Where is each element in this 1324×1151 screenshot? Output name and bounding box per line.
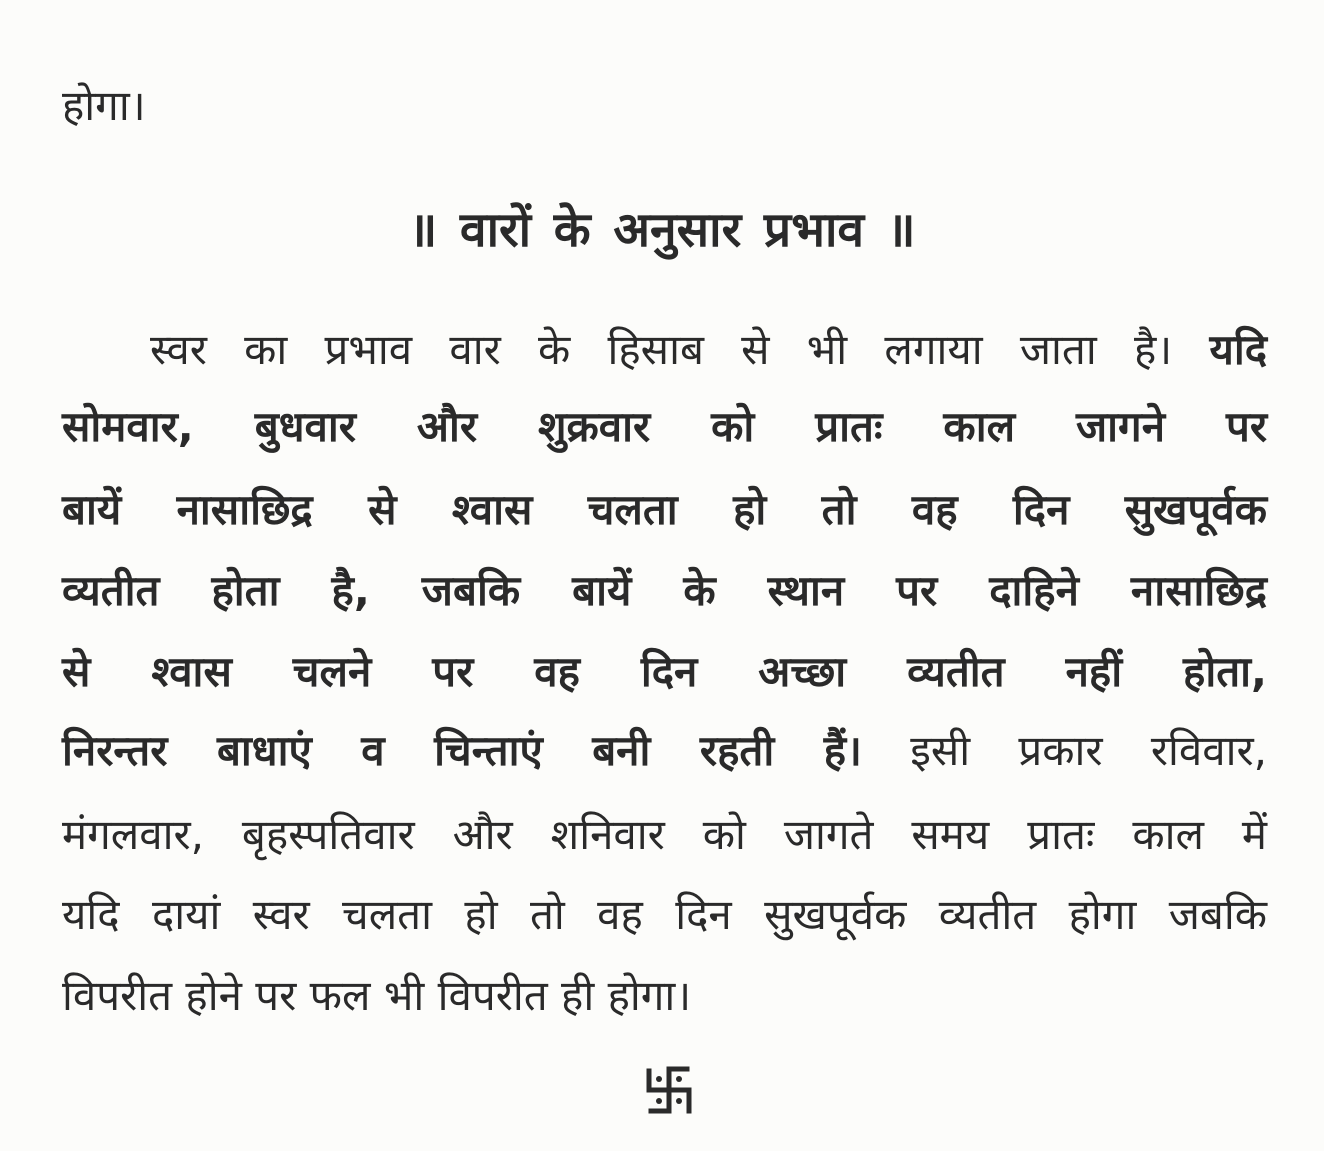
bold-text: से श्वास चलने पर वह दिन अच्छा व्यतीत नहीं होता,: [62, 647, 1267, 696]
bold-text: सोमवार, बुधवार और शुक्रवार को प्रातः काल जागने पर: [62, 402, 1267, 451]
paragraph-line: [62, 392, 1267, 462]
plain-text: इसी प्रकार रविवार,: [910, 726, 1267, 775]
paragraph-line: [62, 716, 1267, 786]
plain-text: स्वर का प्रभाव वार के हिसाब से भी लगाया जाता है।: [150, 325, 1173, 374]
plain-text: विपरीत होने पर फल भी विपरीत ही होगा।: [62, 971, 692, 1020]
paragraph-line: [62, 880, 1267, 950]
bold-text: व्यतीत होता है, जबकि बायें के स्थान पर दाहिने नासाछिद्र: [62, 566, 1267, 615]
carry-over-line: होगा।: [62, 81, 146, 130]
paragraph-line: [62, 637, 1267, 707]
paragraph-line: [62, 961, 1267, 1031]
swastika-icon: [645, 1063, 693, 1117]
paragraph-line: [62, 556, 1267, 626]
bold-text: निरन्तर बाधाएं व चिन्ताएं बनी रहती हैं।: [62, 726, 862, 775]
plain-text: मंगलवार, बृहस्पतिवार और शनिवार को जागते समय प्रातः काल में: [62, 810, 1267, 859]
plain-text: यदि दायां स्वर चलता हो तो वह दिन सुखपूर्वक व्यतीत होगा जबकि: [62, 890, 1267, 939]
paragraph-line: [62, 475, 1267, 545]
section-heading: ॥ वारों के अनुसार प्रभाव ॥: [408, 202, 916, 258]
paragraph-line: [62, 800, 1267, 870]
paragraph-line: [150, 315, 1267, 385]
bold-text: यदि: [1209, 325, 1267, 374]
bold-text: बायें नासाछिद्र से श्वास चलता हो तो वह दिन सुखपूर्वक: [62, 485, 1267, 534]
